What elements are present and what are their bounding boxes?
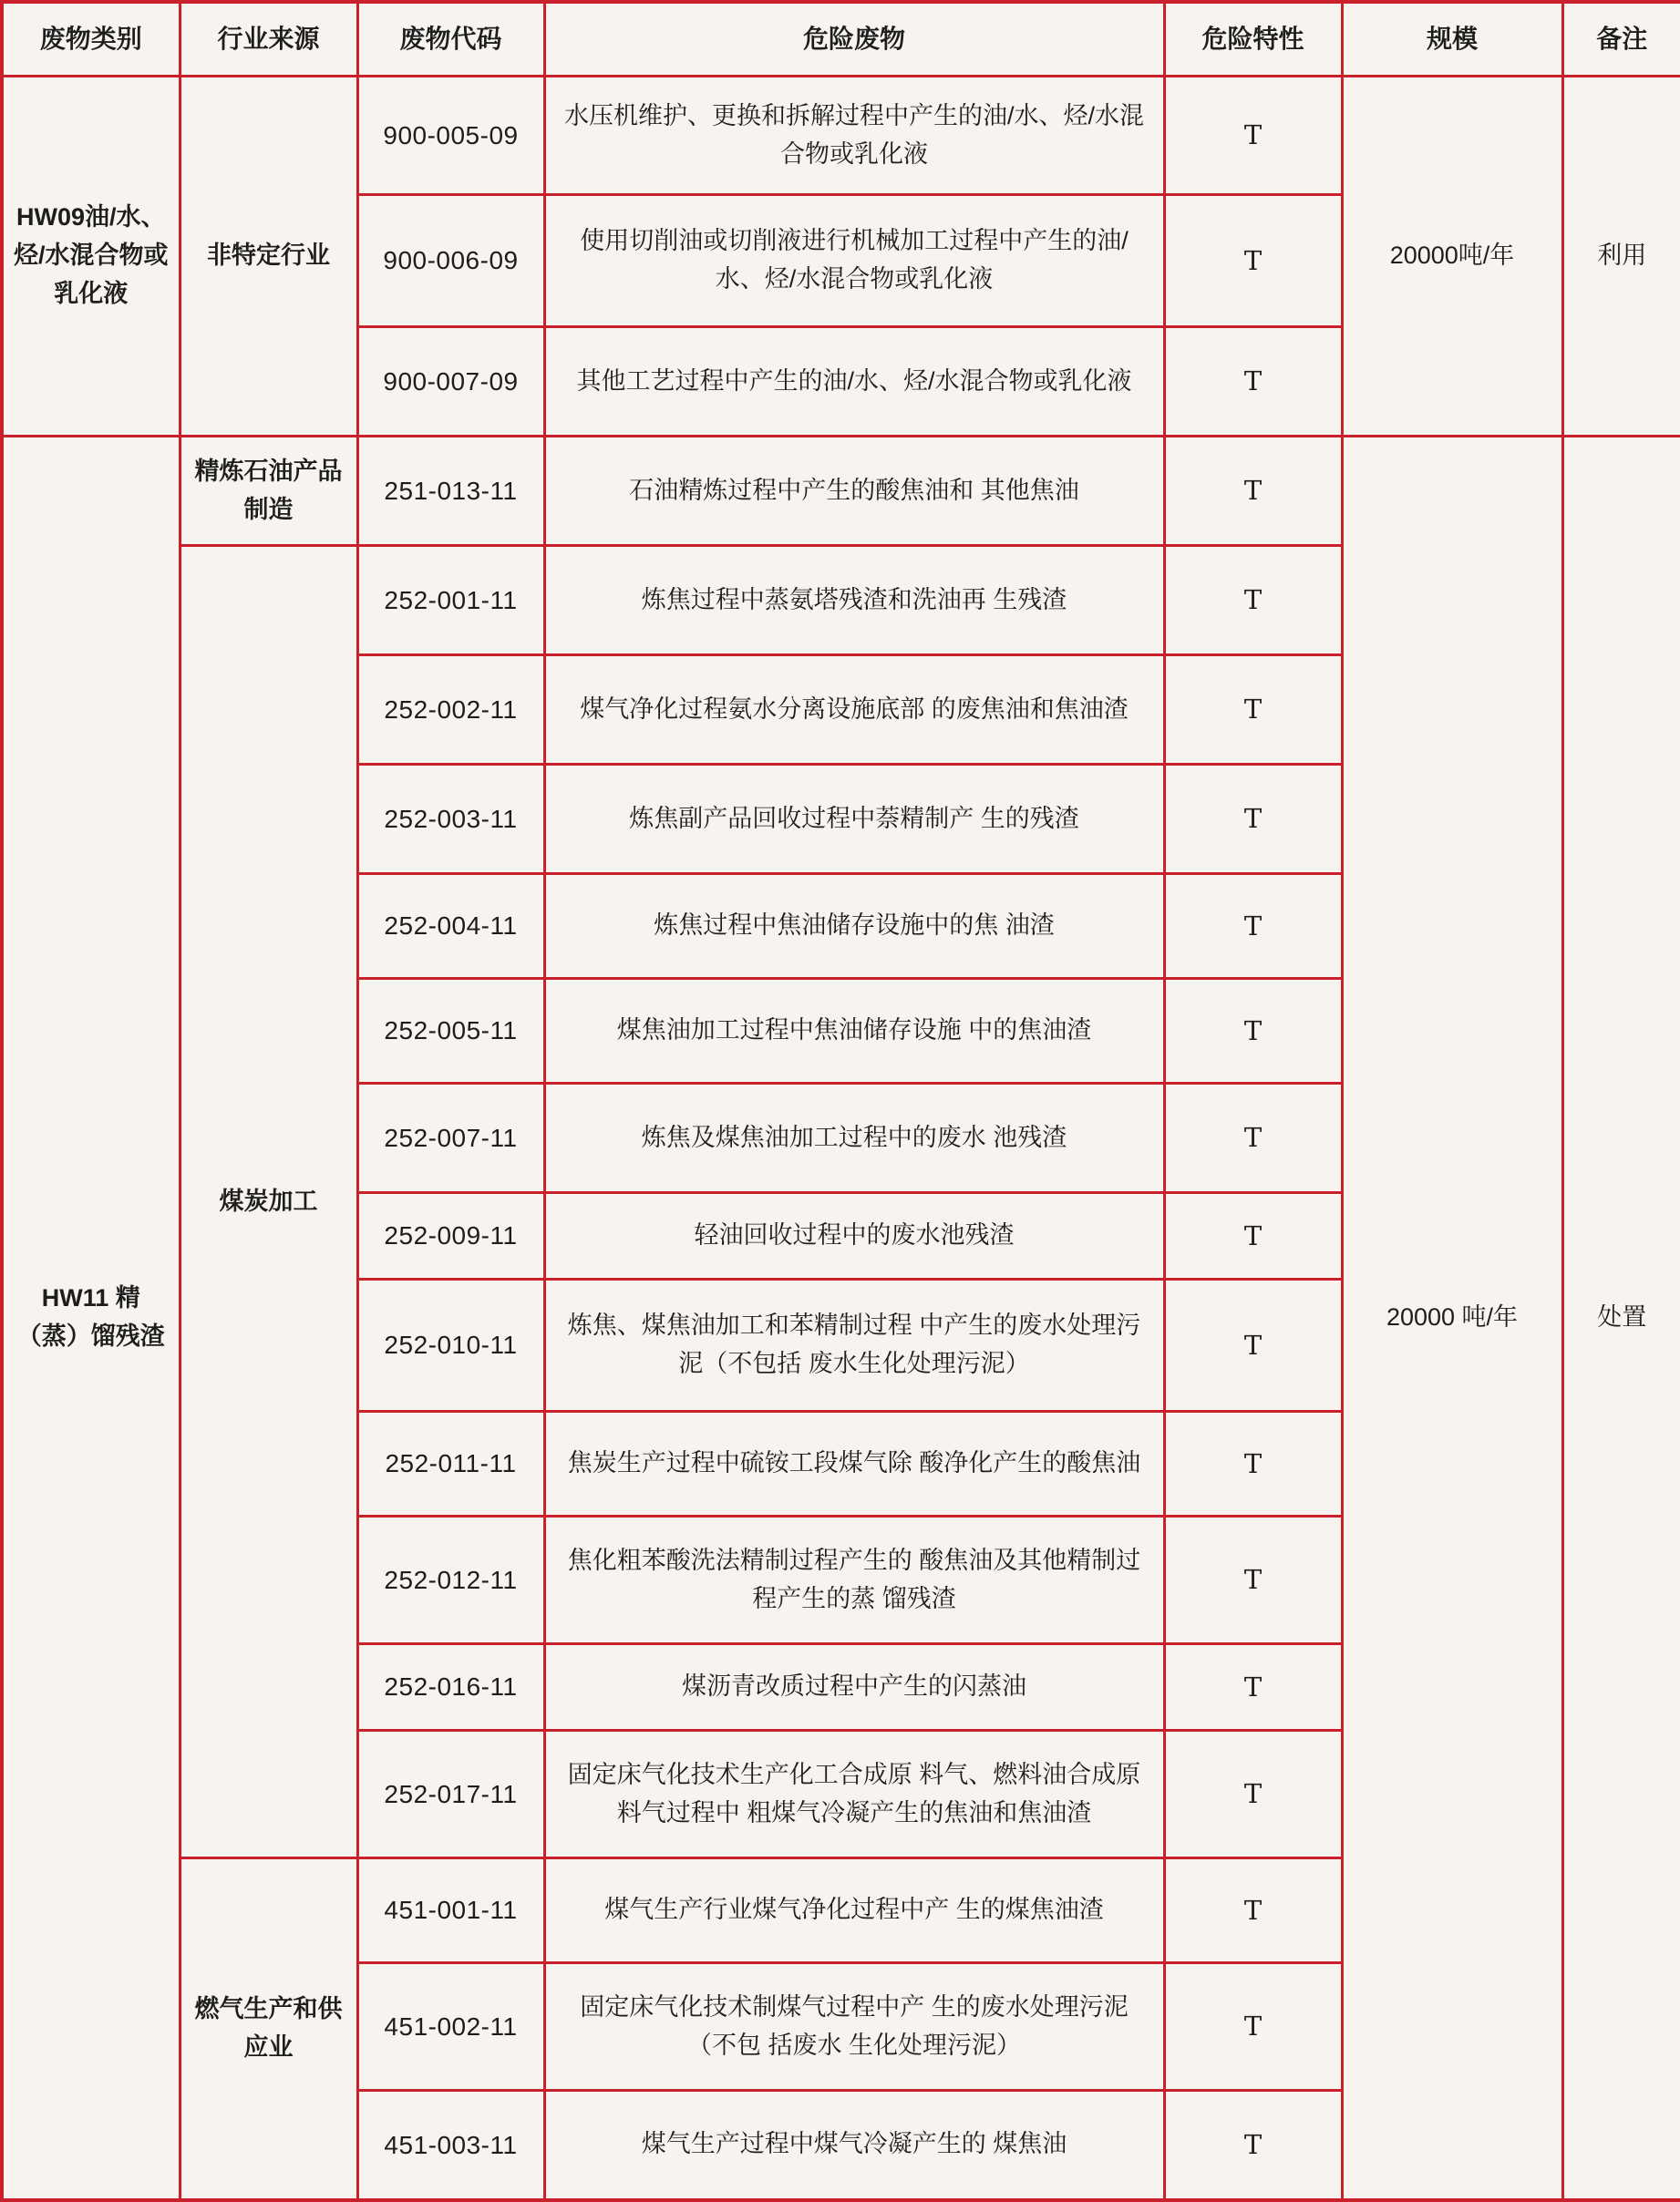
hazard-cell: T [1164, 1858, 1342, 1963]
waste-cell: 炼焦过程中蒸氨塔残渣和洗油再 生残渣 [544, 546, 1164, 655]
header-col-scale: 规模 [1342, 2, 1562, 77]
header-col-industry-source: 行业来源 [180, 2, 357, 77]
code-cell: 252-001-11 [357, 546, 544, 655]
industry-cell: 精炼石油产品制造 [180, 437, 357, 546]
remark-cell: 处置 [1562, 437, 1680, 2200]
category-cell: HW11 精（蒸）馏残渣 [2, 437, 180, 2200]
waste-cell: 焦化粗苯酸洗法精制过程产生的 酸焦油及其他精制过程产生的蒸 馏残渣 [544, 1517, 1164, 1644]
hazard-cell: T [1164, 1644, 1342, 1731]
code-cell: 252-011-11 [357, 1412, 544, 1517]
code-cell: 900-007-09 [357, 327, 544, 437]
hazard-cell: T [1164, 1084, 1342, 1193]
hazard-cell: T [1164, 546, 1342, 655]
waste-cell: 煤焦油加工过程中焦油储存设施 中的焦油渣 [544, 979, 1164, 1084]
hazard-cell: T [1164, 1412, 1342, 1517]
waste-cell: 其他工艺过程中产生的油/水、烃/水混合物或乳化液 [544, 327, 1164, 437]
table-row [2, 437, 1680, 546]
hazard-cell: T [1164, 195, 1342, 327]
code-cell: 252-004-11 [357, 874, 544, 979]
remark-cell: 利用 [1562, 77, 1680, 437]
waste-cell: 水压机维护、更换和拆解过程中产生的油/水、烃/水混合物或乳化液 [544, 77, 1164, 195]
code-cell: 252-010-11 [357, 1280, 544, 1412]
code-cell: 252-005-11 [357, 979, 544, 1084]
hazard-cell: T [1164, 765, 1342, 874]
category-cell: HW09油/水、烃/水混合物或乳化液 [2, 77, 180, 437]
code-cell: 252-002-11 [357, 655, 544, 765]
hazard-cell: T [1164, 1517, 1342, 1644]
hazard-cell: T [1164, 1731, 1342, 1858]
waste-cell: 固定床气化技术生产化工合成原 料气、燃料油合成原料气过程中 粗煤气冷凝产生的焦油和焦油渣 [544, 1731, 1164, 1858]
waste-cell: 使用切削油或切削液进行机械加工过程中产生的油/水、烃/水混合物或乳化液 [544, 195, 1164, 327]
header-col-hazardous-waste: 危险废物 [544, 2, 1164, 77]
hazard-cell: T [1164, 979, 1342, 1084]
industry-cell: 煤炭加工 [180, 546, 357, 1858]
waste-cell: 炼焦及煤焦油加工过程中的废水 池残渣 [544, 1084, 1164, 1193]
waste-cell: 炼焦、煤焦油加工和苯精制过程 中产生的废水处理污泥（不包括 废水生化处理污泥） [544, 1280, 1164, 1412]
waste-cell: 炼焦副产品回收过程中萘精制产 生的残渣 [544, 765, 1164, 874]
code-cell: 252-016-11 [357, 1644, 544, 1731]
header-row [2, 2, 1680, 77]
header-col-waste-category: 废物类别 [2, 2, 180, 77]
hazard-cell: T [1164, 327, 1342, 437]
code-cell: 451-001-11 [357, 1858, 544, 1963]
waste-cell: 石油精炼过程中产生的酸焦油和 其他焦油 [544, 437, 1164, 546]
code-cell: 900-006-09 [357, 195, 544, 327]
waste-cell: 煤气净化过程氨水分离设施底部 的废焦油和焦油渣 [544, 655, 1164, 765]
code-cell: 252-007-11 [357, 1084, 544, 1193]
code-cell: 900-005-09 [357, 77, 544, 195]
header-col-remark: 备注 [1562, 2, 1680, 77]
hazard-cell: T [1164, 2091, 1342, 2200]
waste-cell: 轻油回收过程中的废水池残渣 [544, 1193, 1164, 1280]
industry-cell: 燃气生产和供应业 [180, 1858, 357, 2200]
code-cell: 252-012-11 [357, 1517, 544, 1644]
hazard-cell: T [1164, 1193, 1342, 1280]
waste-cell: 炼焦过程中焦油储存设施中的焦 油渣 [544, 874, 1164, 979]
waste-cell: 煤沥青改质过程中产生的闪蒸油 [544, 1644, 1164, 1731]
header-col-waste-code: 废物代码 [357, 2, 544, 77]
hazard-cell: T [1164, 874, 1342, 979]
waste-cell: 固定床气化技术制煤气过程中产 生的废水处理污泥（不包 括废水 生化处理污泥） [544, 1963, 1164, 2091]
code-cell: 451-002-11 [357, 1963, 544, 2091]
scale-cell: 20000 吨/年 [1342, 437, 1562, 2200]
code-cell: 451-003-11 [357, 2091, 544, 2200]
code-cell: 252-017-11 [357, 1731, 544, 1858]
hazard-cell: T [1164, 437, 1342, 546]
industry-cell: 非特定行业 [180, 77, 357, 437]
waste-cell: 煤气生产过程中煤气冷凝产生的 煤焦油 [544, 2091, 1164, 2200]
hazard-cell: T [1164, 1963, 1342, 2091]
code-cell: 252-003-11 [357, 765, 544, 874]
waste-cell: 煤气生产行业煤气净化过程中产 生的煤焦油渣 [544, 1858, 1164, 1963]
header-col-hazard-property: 危险特性 [1164, 2, 1342, 77]
waste-cell: 焦炭生产过程中硫铵工段煤气除 酸净化产生的酸焦油 [544, 1412, 1164, 1517]
hazard-cell: T [1164, 655, 1342, 765]
code-cell: 251-013-11 [357, 437, 544, 546]
code-cell: 252-009-11 [357, 1193, 544, 1280]
table-row [2, 77, 1680, 195]
scale-cell: 20000吨/年 [1342, 77, 1562, 437]
hazard-cell: T [1164, 1280, 1342, 1412]
hazard-cell: T [1164, 77, 1342, 195]
